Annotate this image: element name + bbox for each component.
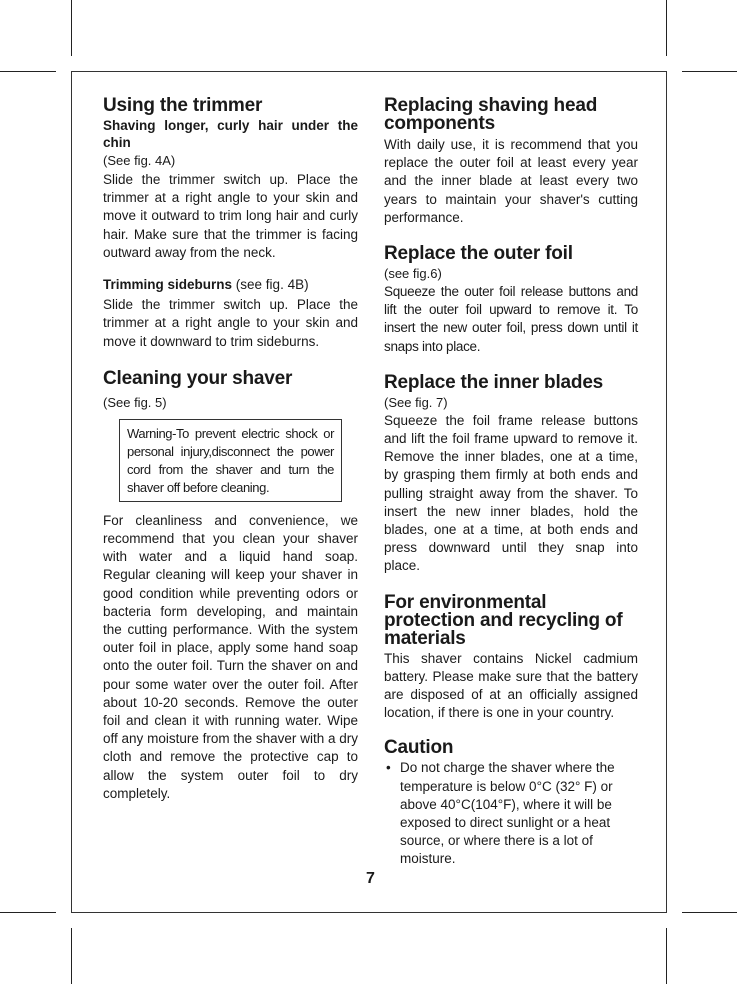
caution-heading: Caution [384, 737, 454, 759]
list-item [384, 759, 638, 868]
trimmer-body: Slide the trimmer switch up. Place the trimmer at a right angle to your skin and move it outward to trim long hair and curly hair. Make sure that the trimmer is facing outward away from the neck. [103, 172, 358, 260]
replacing-heading: Replacing shaving head components [384, 95, 598, 134]
page-number: 7 [366, 870, 375, 887]
inner-blades-figure-ref: (See fig. 7) [384, 394, 448, 410]
warning-box [119, 419, 342, 502]
caution-text: Do not charge the shaver where the temperature is below 0°C (32° F) or above 40°C(104°F), where it will be exposed to direct sunlight or a heat source, or where there is a lot of moisture. [400, 760, 615, 867]
sideburns-figure-ref: (see fig. 4B) [235, 277, 309, 293]
sideburns-title [103, 276, 358, 294]
crop-mark [0, 912, 56, 913]
crop-mark [666, 0, 667, 56]
outer-foil-figure-ref: (see fig.6) [384, 266, 442, 282]
cleaning-body: For cleanliness and convenience, we recommend that you clean your shaver with water and a liquid hand soap. Regular cleaning will keep your shaver in good condition while preventing odors or bacteria form developing, and maintain the cutting performance. With the system outer foil in place, apply some hand soap onto the outer foil. Turn the shaver on and pour some water over the outer foil. After about 10-20 seconds. Remove the outer foil and clean it with running water. Wipe off any moisture from the shaver with a dry cloth and remove the protective cap to allow the system outer foil to dry completely. [103, 512, 358, 801]
crop-mark [71, 0, 72, 56]
sideburns-label: Trimming sideburns [103, 277, 233, 293]
cleaning-figure-ref: (See fig. 5) [103, 394, 167, 410]
inner-blades-heading: Replace the inner blades [384, 371, 604, 393]
crop-mark [666, 928, 667, 984]
crop-mark [682, 71, 737, 72]
crop-mark [682, 912, 737, 913]
crop-mark [71, 928, 72, 984]
trimmer-subheading: Shaving longer, curly hair under the chin [103, 118, 358, 150]
environment-heading: For environmental protection and recycling of materials [384, 591, 623, 649]
trimmer-heading: Using the trimmer [103, 95, 263, 116]
warning-text: Warning-To prevent electric shock or personal injury,disconnect the power cord from the shaver and turn the shaver off before cleaning. [127, 425, 334, 495]
replacing-body: With daily use, it is recommend that you replace the outer foil at least every year and the inner blade at least every two years to maintain your shaver's cutting performance. [384, 137, 638, 225]
inner-blades-body: Squeeze the foil frame release buttons and lift the foil frame upward to remove it. Remove the inner blades, one at a time, by grasping them firmly at both ends and pulling straight away from the shaver. To insert the new inner blades, hold the blades, one at a time, at both ends and press downward until they snap into place. [384, 412, 638, 574]
outer-foil-body: Squeeze the outer foil release buttons and lift the outer foil upward to remove it. To insert the new outer foil, press down until it snaps into place. [384, 284, 638, 354]
caution-list [384, 759, 638, 868]
sideburns-body: Slide the trimmer switch up. Place the trimmer at a right angle to your skin and move it downward to trim sideburns. [103, 297, 358, 349]
left-column [103, 97, 358, 803]
environment-body: This shaver contains Nickel cadmium battery. Please make sure that the battery are disposed of at an officially assigned location, if there is one in your country. [384, 650, 638, 721]
cleaning-heading: Cleaning your shaver [103, 367, 293, 389]
trimmer-figure-ref: (See fig. 4A) [103, 153, 176, 168]
bullet-icon: • [386, 760, 391, 776]
right-column [384, 97, 638, 869]
outer-foil-heading: Replace the outer foil [384, 243, 573, 265]
crop-mark [0, 71, 56, 72]
